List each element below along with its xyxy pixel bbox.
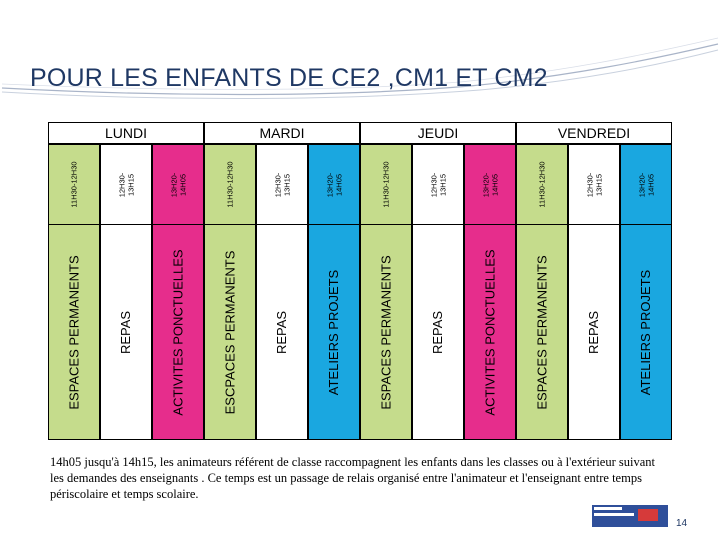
slot-vendredi-3 [620,144,672,440]
slot-time: 13H20- 14H05 [324,172,343,197]
page-title: POUR LES ENFANTS DE CE2 ,CM1 ET CM2 [30,64,548,92]
slot-mardi-2 [256,144,308,440]
transition-note: 14h05 jusqu'à 14h15, les animateurs référent de classe raccompagnent les enfants dans les classes ou à l'extérieur suivant les demandes des enseignants . Ce temps est un passage de relais organisé entre l'animateur et l'enseignant entre temps périscolaire et temps scolaire. [50,455,655,501]
slot-time: 13H20- 14H05 [480,172,499,197]
slot-mardi-1 [204,144,256,440]
slot-activity: REPAS [118,310,134,354]
slot-jeudi-3 [464,144,516,440]
slot-time: 12H30- 13H15 [584,172,603,197]
slot-time: 11H30-12H30 [537,161,547,208]
slot-jeudi-2 [412,144,464,440]
slot-time: 11H30-12H30 [225,161,235,208]
day-header-vendredi: VENDREDI [516,122,672,144]
slot-activity: REPAS [586,310,602,354]
slot-time: 12H30- 13H15 [272,172,291,197]
organization-logo [592,505,668,527]
slot-vendredi-2 [568,144,620,440]
slot-time: 11H30-12H30 [381,161,391,208]
slot-activity: ESPACES PERMANENTS [378,254,394,410]
slot-lundi-3 [152,144,204,440]
slot-time: 12H30- 13H15 [428,172,447,197]
slot-jeudi-1 [360,144,412,440]
slot-activity: ATELIERS PROJETS [638,269,654,395]
slot-activity: REPAS [274,310,290,354]
slot-time: 13H20- 14H05 [168,172,187,197]
page-number: 14 [676,518,688,529]
slot-activity: ESPACES PERMANENTS [534,254,550,410]
slot-activity: ESPACES PERMANENTS [66,254,82,410]
slot-activity: ACTIVITES PONCTUELLES [170,248,186,416]
day-header-mardi: MARDI [204,122,360,144]
slot-activity: REPAS [430,310,446,354]
slot-time: 13H20- 14H05 [636,172,655,197]
weekly-schedule-table [48,122,672,440]
slot-activity: ATELIERS PROJETS [326,269,342,395]
slot-time: 12H30- 13H15 [116,172,135,197]
slot-activity: ESCPACES PERMANENTS [222,250,238,414]
title-swoosh-decoration [0,0,720,110]
slot-lundi-2 [100,144,152,440]
day-header-jeudi: JEUDI [360,122,516,144]
slot-time: 11H30-12H30 [69,161,79,208]
slot-activity: ACTIVITES PONCTUELLES [482,248,498,416]
day-header-lundi: LUNDI [48,122,204,144]
slot-mardi-3 [308,144,360,440]
slot-vendredi-1 [516,144,568,440]
slot-lundi-1 [48,144,100,440]
